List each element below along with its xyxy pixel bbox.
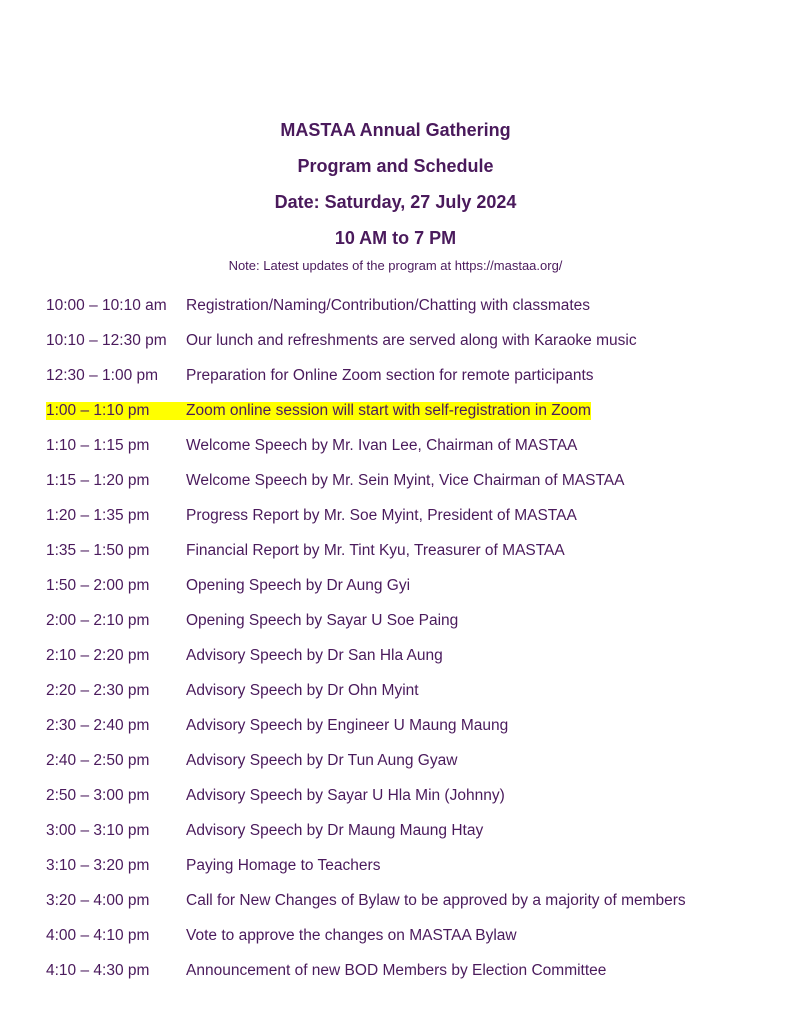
schedule-row xyxy=(46,708,746,743)
schedule-activity: Welcome Speech by Mr. Ivan Lee, Chairman of MASTAA xyxy=(186,436,578,454)
schedule-activity: Advisory Speech by Sayar U Hla Min (Johnny) xyxy=(186,786,505,804)
schedule-activity: Advisory Speech by Dr San Hla Aung xyxy=(186,646,443,664)
schedule-activity: Paying Homage to Teachers xyxy=(186,856,381,874)
schedule-list xyxy=(46,288,746,988)
event-date: Date: Saturday, 27 July 2024 xyxy=(274,192,517,212)
schedule-activity: Our lunch and refreshments are served along with Karaoke music xyxy=(186,331,637,349)
schedule-activity: Registration/Naming/Contribution/Chatting with classmates xyxy=(186,296,591,314)
title-block xyxy=(0,112,791,256)
event-hours: 10 AM to 7 PM xyxy=(334,228,457,248)
schedule-row xyxy=(46,358,746,393)
event-title: MASTAA Annual Gathering xyxy=(280,120,511,140)
schedule-time: 2:50 – 3:00 pm xyxy=(46,786,150,804)
schedule-activity: Financial Report by Mr. Tint Kyu, Treasurer of MASTAA xyxy=(186,541,565,559)
schedule-activity: Call for New Changes of Bylaw to be approved by a majority of members xyxy=(186,891,686,909)
schedule-time: 4:10 – 4:30 pm xyxy=(46,961,150,979)
schedule-row xyxy=(46,498,746,533)
schedule-row xyxy=(46,323,746,358)
schedule-time: 3:00 – 3:10 pm xyxy=(46,821,150,839)
schedule-row xyxy=(46,568,746,603)
program-subtitle: Program and Schedule xyxy=(297,156,494,176)
schedule-time: 12:30 – 1:00 pm xyxy=(46,366,159,384)
update-note: Note: Latest updates of the program at https://mastaa.org/ xyxy=(228,258,563,273)
schedule-activity: Opening Speech by Sayar U Soe Paing xyxy=(186,611,459,629)
schedule-time: 4:00 – 4:10 pm xyxy=(46,926,150,944)
schedule-time: 1:00 – 1:10 pm xyxy=(46,402,186,420)
schedule-time: 1:35 – 1:50 pm xyxy=(46,541,150,559)
schedule-row xyxy=(46,883,746,918)
schedule-activity: Opening Speech by Dr Aung Gyi xyxy=(186,576,411,594)
schedule-time: 1:20 – 1:35 pm xyxy=(46,506,150,524)
schedule-time: 2:30 – 2:40 pm xyxy=(46,716,150,734)
schedule-row xyxy=(46,778,746,813)
schedule-time: 2:00 – 2:10 pm xyxy=(46,611,150,629)
schedule-activity: Advisory Speech by Dr Maung Maung Htay xyxy=(186,821,484,839)
schedule-row xyxy=(46,463,746,498)
schedule-time: 10:10 – 12:30 pm xyxy=(46,331,167,349)
schedule-row xyxy=(46,673,746,708)
schedule-row xyxy=(46,953,746,988)
schedule-activity: Zoom online session will start with self-registration in Zoom xyxy=(186,401,591,419)
schedule-row xyxy=(46,813,746,848)
schedule-activity: Advisory Speech by Engineer U Maung Maung xyxy=(186,716,509,734)
schedule-time: 10:00 – 10:10 am xyxy=(46,296,167,314)
schedule-row xyxy=(46,848,746,883)
schedule-time: 1:10 – 1:15 pm xyxy=(46,436,150,454)
schedule-row xyxy=(46,288,746,323)
schedule-time: 1:50 – 2:00 pm xyxy=(46,576,150,594)
schedule-row xyxy=(46,638,746,673)
schedule-row xyxy=(46,743,746,778)
schedule-time: 3:10 – 3:20 pm xyxy=(46,856,150,874)
schedule-time: 3:20 – 4:00 pm xyxy=(46,891,150,909)
schedule-time: 2:20 – 2:30 pm xyxy=(46,681,150,699)
schedule-activity: Advisory Speech by Dr Tun Aung Gyaw xyxy=(186,751,458,769)
schedule-time: 2:10 – 2:20 pm xyxy=(46,646,150,664)
schedule-activity: Advisory Speech by Dr Ohn Myint xyxy=(186,681,419,699)
schedule-row xyxy=(46,533,746,568)
schedule-activity: Progress Report by Mr. Soe Myint, President of MASTAA xyxy=(186,506,577,524)
schedule-row xyxy=(46,428,746,463)
schedule-time: 1:15 – 1:20 pm xyxy=(46,471,150,489)
schedule-time: 2:40 – 2:50 pm xyxy=(46,751,150,769)
schedule-row xyxy=(46,918,746,953)
schedule-activity: Vote to approve the changes on MASTAA Bylaw xyxy=(186,926,517,944)
schedule-row xyxy=(46,393,746,428)
schedule-row xyxy=(46,603,746,638)
schedule-activity: Preparation for Online Zoom section for remote participants xyxy=(186,366,594,384)
schedule-activity: Welcome Speech by Mr. Sein Myint, Vice Chairman of MASTAA xyxy=(186,471,625,489)
schedule-activity: Announcement of new BOD Members by Election Committee xyxy=(186,961,607,979)
